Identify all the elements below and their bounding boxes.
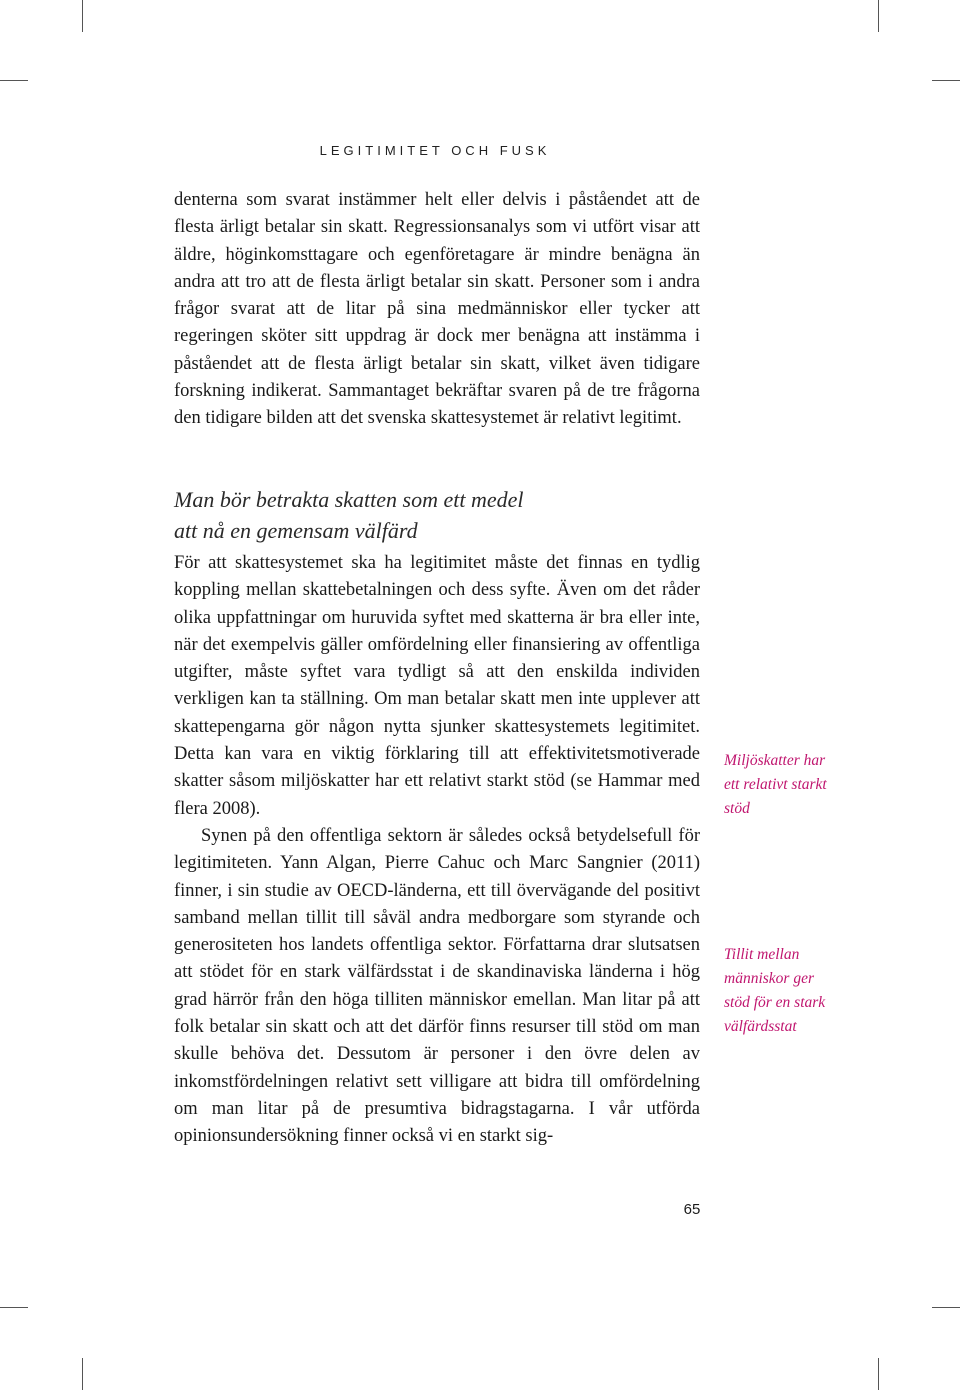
page-number: 65 (683, 1201, 701, 1218)
crop-mark (878, 1358, 879, 1390)
margin-note: Tillit mellan människor ger stöd för en stark välfärdsstat (724, 946, 826, 1035)
paragraph: För att skattesystemet ska ha legitimitet måste det finnas en tydlig koppling mellan skattebetalningen och dess syfte. Även om det råder olika uppfattningar om huruvida syftet med skatterna är bra eller inte, när det exempelvis gäller omfördelning eller finansiering av offentliga utgifter, måste syftet vara tydligt så att den enskilda individen verkligen kan ta ställning. Om man betalar skatt men inte upplever att skattepengarna gör någon nytta sjunker skattesystemets legitimitet. Detta kan vara en viktig förklaring till att effektivitetsmotiverade skatter såsom miljöskatter har ett relativt starkt stöd (se Hammar med flera 2008). (174, 553, 700, 819)
crop-mark (932, 1307, 960, 1308)
crop-mark (0, 80, 28, 81)
section-heading (174, 484, 700, 546)
crop-mark (932, 80, 960, 81)
section-heading-line-1: Man bör betrakta skatten som ett medel (174, 487, 524, 512)
section-heading-line-2: att nå en gemensam välfärd (174, 518, 418, 543)
paragraph: Synen på den offentliga sektorn är således också betydelsefull för legitimiteten. Yann Algan, Pierre Cahuc och Marc Sangnier (2011) finner, i sin studie av OECD-länderna, ett till övervägande del positivt samband mellan tillit till såväl andra medborgare som styrande och generositeten hos landets offentliga sektor. Författarna drar slutsatsen att stödet för en stark välfärdsstat i de skandinaviska länderna i hög grad härrör från den höga tilliten människor emellan. Man litar på att folk betalar sin skatt och att det därför finns resurser till stöd om man skulle behöva det. Dessutom är personer i den övre delen av inkomstfördelningen relativt sett villigare att bidra till omfördelning om man litar på de presumtiva bidragstagarna. I vår utförda opinionsundersökning finner också vi en starkt sig- (174, 825, 700, 1147)
section-body (174, 550, 700, 1151)
body-text-top (174, 187, 700, 433)
crop-mark (0, 1307, 28, 1308)
crop-mark (82, 0, 83, 32)
crop-mark (878, 0, 879, 32)
paragraph: denterna som svarat instämmer helt eller delvis i påståendet att de flesta ärligt betalar sin skatt. Regressionsanalys som vi utfört visar att äldre, höginkomsttagare och egenföretagare är mindre benägna än andra att tro att de flesta ärligt betalar sin skatt. Personer som i andra frågor svarat att de litar på sina medmänniskor eller tycker att regeringen sköter sitt uppdrag är dock mer benägna att instämma i påståendet att de flesta ärligt betalar sin skatt, vilket även tidigare forskning indikerat. Sammantaget bekräftar svaren på de tre frågorna den tidigare bilden att det svenska skattesystemet är relativt legitimt. (174, 190, 700, 429)
crop-mark (82, 1358, 83, 1390)
margin-note: Miljöskatter har ett relativt starkt stöd (724, 752, 827, 817)
running-head: LEGITIMITET OCH FUSK (319, 143, 551, 158)
